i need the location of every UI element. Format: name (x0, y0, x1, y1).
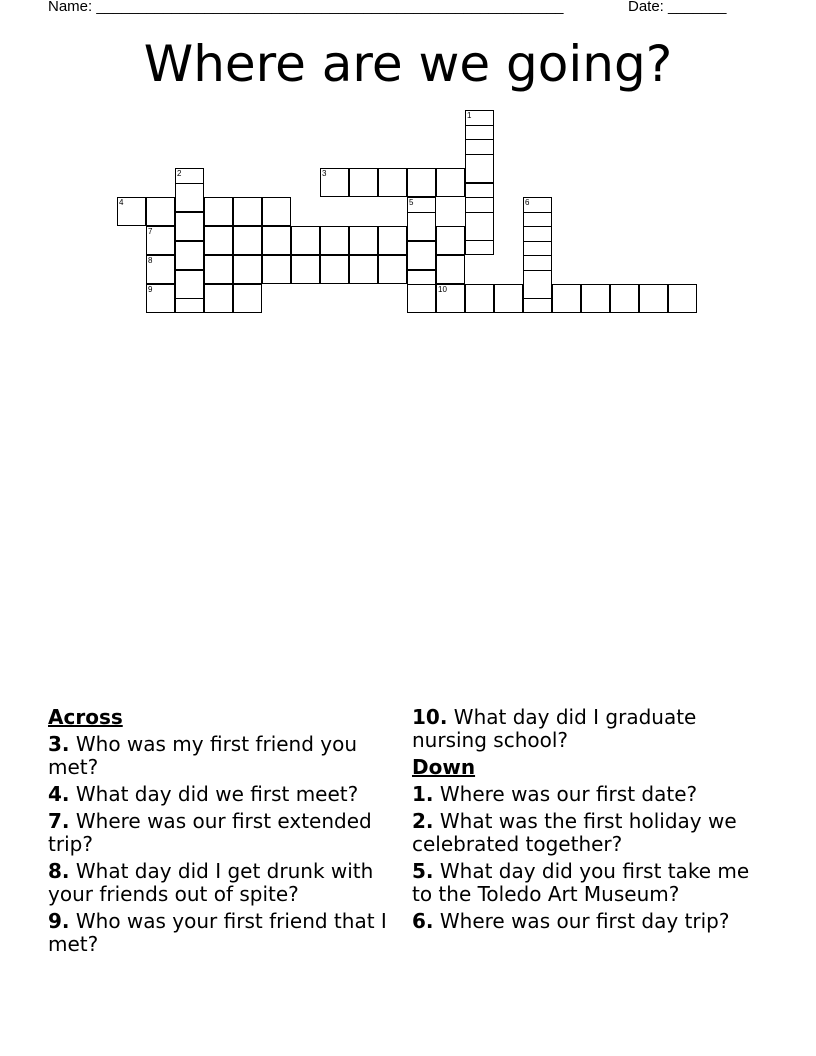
crossword-cell[interactable] (349, 255, 378, 284)
clue-text: Who was your first friend that I met? (48, 909, 387, 956)
crossword-cell[interactable] (204, 226, 233, 255)
crossword-cell[interactable] (407, 241, 436, 270)
crossword-cell[interactable] (146, 226, 175, 255)
clue-number: 1. (412, 782, 434, 806)
clue-number: 10. (412, 705, 448, 729)
clue-text: What day did I get drunk with your friends out of spite? (48, 859, 374, 906)
crossword-grid (0, 0, 816, 520)
across-clue-3 (48, 733, 388, 779)
crossword-cell[interactable] (204, 284, 233, 313)
crossword-cell[interactable] (465, 212, 494, 241)
name-field-label: Name: ________________________________________________________ (48, 0, 564, 15)
crossword-cell[interactable] (233, 226, 262, 255)
crossword-cell[interactable] (349, 168, 378, 197)
cell-number: 4 (119, 198, 124, 207)
clue-number: 4. (48, 782, 70, 806)
down-heading: Down (412, 755, 476, 779)
crossword-cell[interactable] (175, 270, 204, 299)
cell-number: 3 (322, 169, 327, 178)
clue-text: Where was our first date? (439, 782, 698, 806)
crossword-cell[interactable] (320, 226, 349, 255)
crossword-cell[interactable] (407, 168, 436, 197)
clue-number: 5. (412, 859, 434, 883)
crossword-cell[interactable] (378, 255, 407, 284)
clue-text: Where was our first day trip? (439, 909, 730, 933)
crossword-cell[interactable] (407, 284, 436, 313)
crossword-cell[interactable] (204, 197, 233, 226)
crossword-cell[interactable] (320, 255, 349, 284)
down-clue-1 (412, 783, 772, 806)
crossword-cell[interactable] (436, 226, 465, 255)
clue-text: What day did we first meet? (75, 782, 359, 806)
crossword-cell[interactable] (436, 255, 465, 284)
date-field-label: Date: _______ (628, 0, 727, 15)
crossword-cell[interactable] (204, 255, 233, 284)
crossword-cell[interactable] (233, 197, 262, 226)
clue-number: 7. (48, 809, 70, 833)
across-clue-10 (412, 706, 772, 752)
crossword-cell[interactable] (175, 212, 204, 241)
cell-number: 10 (438, 285, 447, 294)
down-clue-6 (412, 910, 772, 933)
clue-text: What day did you first take me to the Toledo Art Museum? (412, 859, 750, 906)
crossword-cell[interactable] (465, 284, 494, 313)
clue-text: What was the first holiday we celebrated together? (412, 809, 737, 856)
crossword-cell[interactable] (523, 270, 552, 299)
crossword-cell[interactable] (552, 284, 581, 313)
down-clue-5 (412, 860, 772, 906)
page-title: Where are we going? (143, 35, 673, 93)
clues-column-left (48, 702, 388, 956)
across-heading: Across (48, 705, 123, 729)
across-clue-4 (48, 783, 388, 806)
across-clue-7 (48, 810, 388, 856)
clue-number: 3. (48, 732, 70, 756)
crossword-cell[interactable] (146, 255, 175, 284)
crossword-cell[interactable] (668, 284, 697, 313)
crossword-cell[interactable] (436, 168, 465, 197)
cell-number: 8 (148, 256, 153, 265)
cell-number: 9 (148, 285, 153, 294)
clue-text: Who was my first friend you met? (48, 732, 358, 779)
crossword-cell[interactable] (610, 284, 639, 313)
across-clue-8 (48, 860, 388, 906)
crossword-cell[interactable] (349, 226, 378, 255)
crossword-cell[interactable] (465, 154, 494, 183)
crossword-cell[interactable] (146, 284, 175, 313)
cell-number: 5 (409, 198, 414, 207)
clue-number: 6. (412, 909, 434, 933)
crossword-cell[interactable] (262, 226, 291, 255)
cell-number: 7 (148, 227, 153, 236)
crossword-cell[interactable] (262, 197, 291, 226)
crossword-cell[interactable] (581, 284, 610, 313)
crossword-cell[interactable] (494, 284, 523, 313)
clue-text: What day did I graduate nursing school? (412, 705, 697, 752)
clue-number: 2. (412, 809, 434, 833)
across-clue-9 (48, 910, 388, 956)
crossword-cell[interactable] (233, 284, 262, 313)
crossword-cell[interactable] (262, 255, 291, 284)
clue-number: 9. (48, 909, 70, 933)
crossword-cell[interactable] (378, 168, 407, 197)
clue-text: Where was our first extended trip? (48, 809, 372, 856)
clues-column-right (412, 702, 772, 933)
cell-number: 2 (177, 169, 182, 178)
crossword-cell[interactable] (233, 255, 262, 284)
crossword-cell[interactable] (146, 197, 175, 226)
crossword-cell[interactable] (291, 255, 320, 284)
crossword-cell[interactable] (117, 197, 146, 226)
down-clue-2 (412, 810, 772, 856)
crossword-cell[interactable] (407, 212, 436, 241)
crossword-cell[interactable] (291, 226, 320, 255)
crossword-cell[interactable] (175, 183, 204, 212)
crossword-cell[interactable] (639, 284, 668, 313)
cell-number: 1 (467, 111, 472, 120)
crossword-cell[interactable] (175, 241, 204, 270)
clue-number: 8. (48, 859, 70, 883)
crossword-cell[interactable] (320, 168, 349, 197)
crossword-cell[interactable] (378, 226, 407, 255)
crossword-cell[interactable] (436, 284, 465, 313)
cell-number: 6 (525, 198, 530, 207)
